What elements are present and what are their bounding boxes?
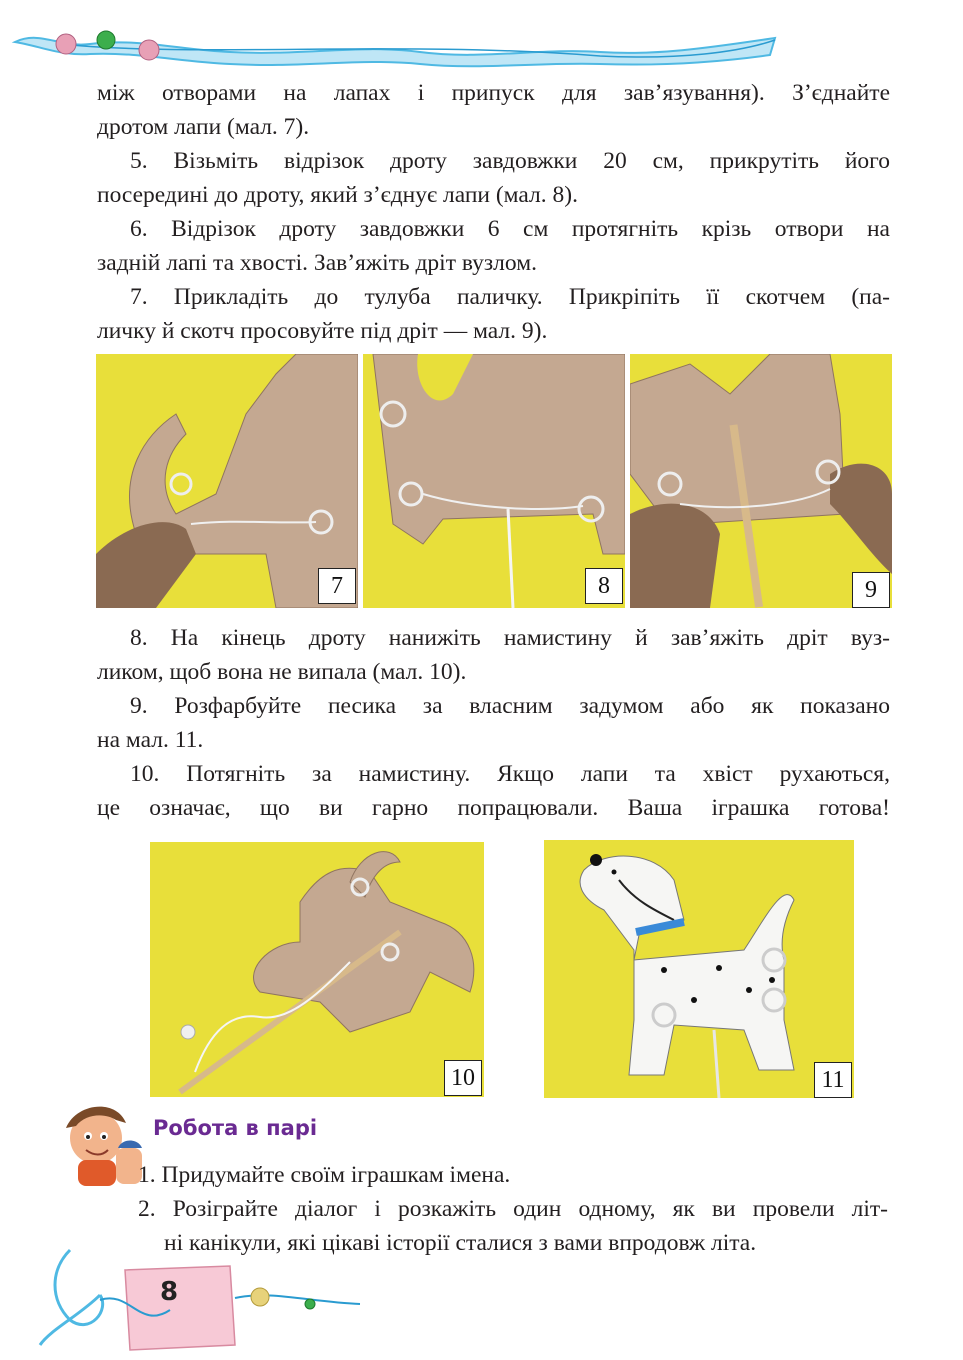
bottom-ribbon-decoration	[30, 1240, 370, 1355]
pair-work-item: 1. Придумайте своїм іграшкам імена.	[138, 1162, 511, 1188]
step-7-line: 7. Прикладіть до тулуба паличку. Прикріпіть її скотчем (па-	[130, 284, 890, 310]
page-number: 8	[160, 1277, 179, 1307]
paragraph-line: личку й скотч просовуйте під дріт — мал. 9).	[97, 318, 548, 344]
photo-step-8	[363, 354, 625, 608]
paragraph-line: між отворами на лапах і припуск для зав’язування). З’єднайте	[97, 80, 890, 106]
top-ribbon-decoration	[0, 0, 963, 80]
paragraph-line: на мал. 11.	[97, 727, 204, 753]
paragraph-line: це означає, що ви гарно попрацювали. Ваша іграшка готова!	[97, 795, 890, 821]
photo-step-10	[150, 842, 484, 1097]
photo-step-7	[96, 354, 358, 608]
figure-label: 9	[852, 572, 890, 608]
dwarf-mascot-icon	[56, 1098, 148, 1192]
photo-step-9	[630, 354, 892, 608]
step-9-line: 9. Розфарбуйте песика за власним задумом або як показано	[130, 693, 890, 719]
figure-label: 11	[814, 1062, 852, 1098]
step-10-line: 10. Потягніть за намистину. Якщо лапи та хвіст рухаються,	[130, 761, 890, 787]
photo-step-11	[544, 840, 854, 1098]
paragraph-line: дротом лапи (мал. 7).	[97, 114, 310, 140]
pair-work-item: 2. Розіграйте діалог і розкажіть один одному, як ви провели літ-	[138, 1196, 888, 1222]
paragraph-line: задній лапі та хвості. Зав’яжіть дріт вузлом.	[97, 250, 537, 276]
step-8-line: 8. На кінець дроту нанижіть намистину й зав’яжіть дріт вуз-	[130, 625, 890, 651]
figure-label: 7	[318, 568, 356, 604]
pair-work-item: ні канікули, які цікаві історії сталися з вами впродовж літа.	[164, 1230, 757, 1256]
paragraph-line: посередині до дроту, який з’єднує лапи (мал. 8).	[97, 182, 578, 208]
pair-work-title: Робота в парі	[153, 1116, 318, 1140]
figure-label: 8	[585, 568, 623, 604]
step-6-line: 6. Відрізок дроту завдовжки 6 см протягніть крізь отвори на	[130, 216, 890, 242]
figure-label: 10	[444, 1060, 482, 1096]
step-5-line: 5. Візьміть відрізок дроту завдовжки 20 см, прикрутіть його	[130, 148, 890, 174]
paragraph-line: ликом, щоб вона не випала (мал. 10).	[97, 659, 467, 685]
